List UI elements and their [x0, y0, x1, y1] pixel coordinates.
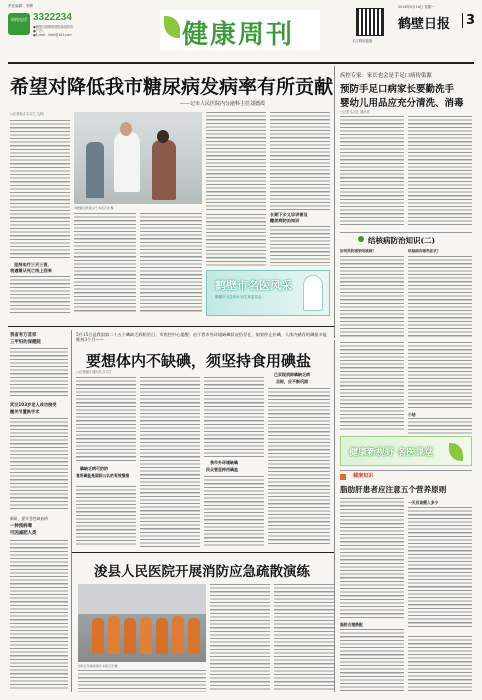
hfmd-title-2: 预防手足口病家长要勤洗手: [340, 84, 455, 95]
brief2-title-1: 武汉103岁老人成功接受: [10, 402, 57, 407]
article1-col1: [10, 120, 70, 260]
article1-subhead-4: 糖尿病防治知识: [270, 218, 300, 223]
masthead-header: [0, 0, 482, 62]
article1-subhead-2: 我遇着从死亡线上回来: [10, 268, 52, 273]
qr-caption: 关注鹤壁健康: [352, 39, 373, 43]
article1-col2: [74, 213, 136, 313]
section-title: 健康周刊: [182, 20, 295, 50]
hotline-ad-lines: [33, 25, 123, 38]
brief3-title-1: 新研，提升急性缺血病: [10, 516, 48, 521]
paper-name: 鹤壁日报: [398, 17, 451, 32]
iodine-col3: [204, 377, 264, 457]
hfmd-col1: [340, 116, 404, 226]
tb-title-icon: [358, 236, 364, 242]
health-knowledge-text: 健康知识: [353, 473, 374, 479]
firefighter-3: [124, 618, 136, 654]
hotline-number: 3322234: [33, 12, 72, 23]
health-banner-leaf-icon: [449, 443, 463, 461]
doctor-illustration-icon: [303, 275, 323, 311]
hfmd-col2: [408, 116, 472, 226]
article1-col5: [270, 112, 330, 210]
bottom-rule: [72, 552, 334, 553]
iodine-col1b: [76, 486, 136, 546]
hfmd-title-1: 疾控专家：家长也会是手足口病传染源: [340, 73, 432, 79]
right-column-divider: [334, 66, 335, 338]
ad-line-3: ●E-mail：hbrb@163.com: [33, 33, 72, 38]
tb-col1-cont: [340, 342, 404, 432]
fire-drill-col0: [78, 670, 206, 692]
ad-line-1: ●鹤壁日报鹤壁晨报新闻热线: [33, 25, 73, 29]
firefighter-6: [172, 616, 184, 654]
brief1-title-2: 三甲妇幼保健院: [10, 340, 41, 345]
iodine-sub6: 目标，应不断巩固: [276, 379, 308, 384]
brief1-body: [10, 348, 68, 398]
iodine-byline: □记者姬伟 通讯员 实习生: [76, 370, 112, 374]
tb-q2: 结核病有哪些症状？: [408, 249, 441, 253]
tb-section-title: 结核病防治知识(二): [368, 236, 436, 245]
article1-col1b: [10, 276, 70, 314]
tb-col2: [408, 256, 472, 338]
iodine-sub5: 已实现消除碘缺乏病: [274, 372, 310, 377]
health-knowledge-label: [340, 470, 472, 480]
leaf-icon: [164, 16, 180, 38]
brief2-body: [10, 418, 68, 510]
brief3-body: [10, 540, 68, 690]
iodine-headline: 要想体内不缺碘，须坚持食用碘盐: [86, 352, 312, 370]
patient-figure: [152, 140, 176, 200]
health-vision-banner: [340, 436, 472, 466]
brief2-title-2: 髋关节置换手术: [10, 409, 40, 414]
doctor-photo-caption: 刘德霞为患者诊疗 本报记者 摄: [74, 206, 114, 210]
article1-subhead-1: 坚持治疗三天三夜，: [14, 262, 52, 267]
famous-doctor-banner: [206, 270, 330, 316]
patient-head: [157, 130, 169, 143]
left-column-divider: [71, 330, 72, 692]
iodine-col3b: [204, 476, 264, 546]
tb-section-header: [340, 232, 472, 244]
iodine-sub1: 碘缺乏病可防防: [80, 466, 108, 471]
iodine-col2: [140, 377, 200, 547]
fatty-liver-title: 脂肪肝患者应注意五个营养原则: [340, 485, 447, 494]
qr-code: [356, 8, 384, 36]
tb-col2-summary: [408, 418, 472, 434]
fire-drill-photo: [78, 584, 206, 662]
fatty-liver-sub2: 脂肪合理搭配: [340, 622, 363, 627]
right-column-divider-bottom: [334, 340, 335, 692]
fatty-liver-sub1: 一天应该摄入多少: [408, 500, 439, 505]
health-knowledge-icon: [340, 474, 346, 480]
page-number: 3: [462, 13, 475, 28]
brief3-title-2: 一种预病毒: [10, 524, 32, 529]
iodine-col4: [268, 388, 330, 546]
iodine-intro: 5月15日是我国第二十五个碘缺乏病防治日。市疾控中心提醒：由于我市外环境缺碘状况仍存在，如果停止补碘，人体内储存的碘最多能维持3个月——: [76, 332, 327, 343]
iodine-sub3: 我市外环境缺碘: [210, 460, 238, 465]
doctor-figure: [114, 132, 140, 192]
firefighter-2: [108, 616, 120, 654]
fatty-liver-col2: [408, 507, 472, 629]
header-rule: [8, 62, 474, 64]
article1-col5b: [270, 226, 330, 266]
headline-diabetes-subtitle: ——记市人民医院内分泌科主任刘德霞: [180, 101, 266, 107]
article1-col3: [140, 213, 202, 313]
section-title-band: [160, 10, 320, 50]
tb-summary-label: 小结: [408, 412, 416, 417]
firefighter-1: [92, 618, 104, 654]
mid-rule: [8, 326, 334, 327]
tb-col1: [340, 256, 404, 338]
fatty-liver-col1: [340, 498, 404, 618]
hotline-badge: [8, 13, 30, 35]
bg-figure: [86, 142, 104, 198]
article1-col4b: [206, 214, 266, 266]
doctor-photo: [74, 112, 202, 204]
firefighter-7: [188, 618, 200, 654]
firefighter-4: [140, 617, 152, 654]
brief1-title-1: 我省有万首家: [10, 333, 37, 338]
iodine-sub4: 民众要坚持用碘盐: [206, 467, 238, 472]
article1-col4: [206, 112, 266, 210]
article1-subhead-3: 长期下乡义诊讲普及: [270, 212, 308, 217]
iodine-sub2: 食用碘盐是国际公认的有效措施: [76, 473, 130, 478]
firefighter-5: [156, 618, 168, 654]
building-bg: [78, 584, 206, 614]
hfmd-title-3: 婴幼儿用品应充分清洗、消毒: [340, 98, 464, 109]
fire-drill-caption: 消防应急演练现场 本报记者 摄: [78, 664, 118, 668]
iodine-col1: [76, 377, 136, 463]
tb-col2-cont: [408, 342, 472, 410]
fatty-liver-col1b: [340, 629, 404, 691]
fire-drill-col2: [274, 584, 334, 692]
fatty-liver-col2b: [408, 636, 472, 691]
ad-line-2: ●广告：: [33, 29, 45, 34]
editor-line: 责任编辑：李辉: [8, 4, 34, 8]
tb-q1: 如何预防感染结核病？: [340, 249, 376, 253]
brief3-title-3: 可因减肥人类: [10, 531, 37, 536]
hotline-label: 热线电话: [11, 17, 27, 22]
banner-subtitle: 鹤壁市卫生和计划生育委员会: [215, 295, 262, 299]
doctor-head: [120, 122, 132, 136]
headline-diabetes: 希望对降低我市糖尿病发病率有所贡献: [10, 76, 334, 98]
hfmd-byline: □记者 实习生 通讯员: [340, 110, 370, 114]
health-banner-text: 健康新视野 名医课堂: [349, 448, 434, 458]
fire-drill-headline: 浚县人民医院开展消防应急疏散演练: [94, 564, 310, 580]
issue-date: 2016年5月16日 星期一: [398, 5, 435, 9]
banner-title: 鹤壁市名医风采: [215, 279, 292, 292]
fire-drill-col1: [210, 584, 270, 692]
article1-byline: □记者张诗 实习生 文/图: [10, 112, 44, 116]
